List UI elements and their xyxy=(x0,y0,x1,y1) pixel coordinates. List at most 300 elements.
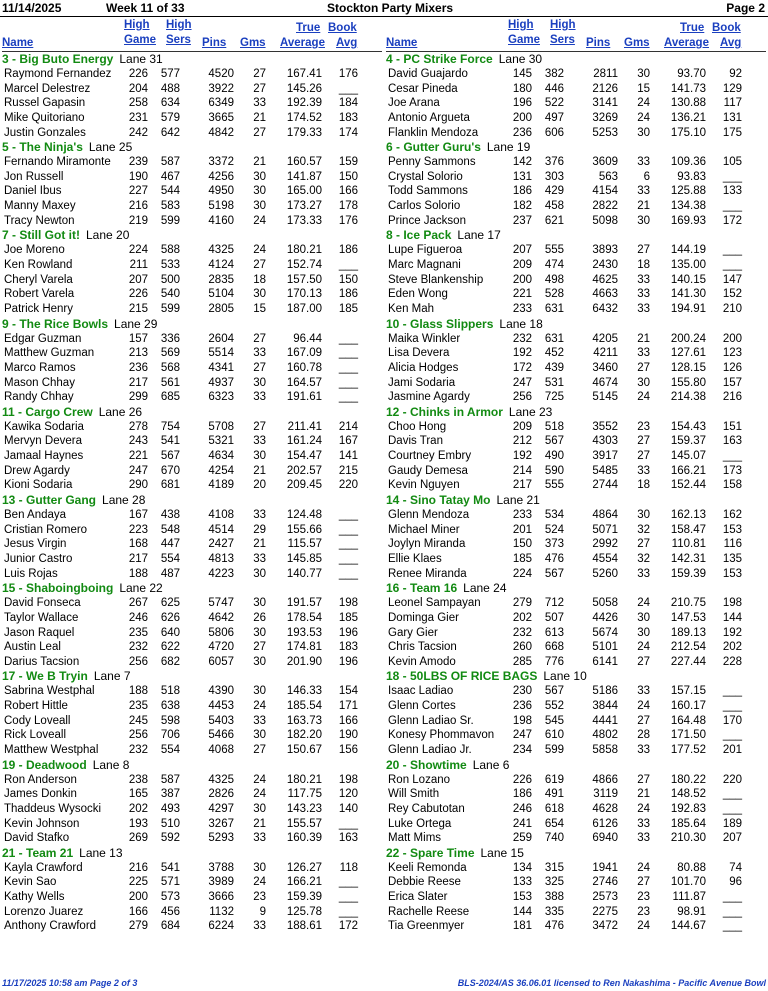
player-row xyxy=(386,420,766,435)
high-game: 153 xyxy=(512,891,532,904)
player-row xyxy=(2,552,382,567)
high-game: 200 xyxy=(512,273,532,286)
true-average: 140.77 xyxy=(286,567,322,580)
high-game: 235 xyxy=(128,626,148,639)
team-name: 22 - Spare Time xyxy=(386,845,475,860)
high-series: 577 xyxy=(160,68,180,80)
high-series: 682 xyxy=(160,655,180,668)
player-row xyxy=(2,523,382,538)
book-average: 147 xyxy=(722,273,742,286)
true-average: 209.45 xyxy=(286,479,322,492)
games-played: 24 xyxy=(637,861,650,874)
player-row xyxy=(386,508,766,523)
book-average: 228 xyxy=(722,655,742,668)
player-row xyxy=(386,831,766,846)
high-game: 233 xyxy=(512,509,532,522)
true-average: 161.24 xyxy=(286,435,322,448)
games-played: 21 xyxy=(637,788,650,801)
true-average: 214.38 xyxy=(670,391,706,404)
player-row xyxy=(2,170,382,185)
true-average: 189.13 xyxy=(670,626,706,639)
high-series: 447 xyxy=(160,538,180,551)
true-average: 128.15 xyxy=(670,361,706,374)
high-game: 256 xyxy=(128,655,148,668)
high-game: 165 xyxy=(128,788,148,801)
player-row xyxy=(386,287,766,302)
left-column xyxy=(2,18,382,934)
footer-license: BLS-2024/AS 36.06.01 licensed to Ren Nakashima - Pacific Avenue Bowl xyxy=(457,978,766,988)
player-row xyxy=(386,817,766,832)
total-pins: 563 xyxy=(598,170,618,183)
total-pins: 6940 xyxy=(592,832,618,845)
true-average: 93.83 xyxy=(677,170,706,183)
high-series: 373 xyxy=(544,538,564,551)
book-average: 172 xyxy=(722,214,742,227)
true-average: 117.75 xyxy=(287,788,322,801)
high-series: 522 xyxy=(544,97,564,110)
total-pins: 4256 xyxy=(208,170,234,183)
high-game: 204 xyxy=(128,82,148,95)
true-average: 169.93 xyxy=(670,214,706,227)
true-average: 125.88 xyxy=(670,185,706,198)
player-name: Glenn Ladiao Sr. xyxy=(388,714,474,727)
true-average: 135.00 xyxy=(670,259,706,272)
true-average: 145.07 xyxy=(670,450,706,463)
games-played: 32 xyxy=(637,552,650,565)
true-average: 163.73 xyxy=(286,714,322,727)
player-name: Mervyn Devera xyxy=(4,435,82,448)
high-game: 226 xyxy=(128,68,148,80)
total-pins: 4297 xyxy=(208,802,234,815)
total-pins: 5466 xyxy=(208,729,234,742)
total-pins: 2275 xyxy=(592,905,618,918)
high-game: 246 xyxy=(512,802,532,815)
high-series: 599 xyxy=(544,743,564,756)
true-average: 164.48 xyxy=(670,714,706,727)
book-average: 150 xyxy=(338,170,358,183)
book-average: 183 xyxy=(338,111,358,124)
total-pins: 4554 xyxy=(592,552,618,565)
player-row xyxy=(2,655,382,670)
high-series: 548 xyxy=(160,523,180,536)
high-game: 133 xyxy=(512,876,532,889)
col-pins-label: Pins xyxy=(586,37,611,49)
high-series: 583 xyxy=(160,200,180,213)
games-played: 33 xyxy=(253,509,266,522)
high-series: 533 xyxy=(160,259,180,272)
player-name: Courtney Embry xyxy=(388,450,472,463)
book-average: 163 xyxy=(338,832,358,845)
high-series: 438 xyxy=(160,509,180,522)
book-average: ___ xyxy=(722,700,742,713)
true-average: 160.78 xyxy=(286,361,322,374)
total-pins: 5806 xyxy=(208,626,234,639)
player-name: Dominga Gier xyxy=(388,611,459,624)
true-average: 159.39 xyxy=(670,567,706,580)
team-name: 17 - We B Tryin xyxy=(2,669,88,684)
player-name: Cristian Romero xyxy=(4,523,88,536)
high-game: 202 xyxy=(512,611,532,624)
high-game: 232 xyxy=(128,743,148,756)
total-pins: 4634 xyxy=(208,450,234,463)
high-game: 157 xyxy=(128,332,148,345)
games-played: 33 xyxy=(253,391,266,404)
team-name: 9 - The Rice Bowls xyxy=(2,316,109,331)
total-pins: 3788 xyxy=(208,861,234,874)
true-average: 179.33 xyxy=(286,126,322,139)
week-label: Week 11 of 33 xyxy=(106,1,185,15)
player-name: Prince Jackson xyxy=(388,214,466,227)
player-row xyxy=(2,640,382,655)
high-game: 142 xyxy=(512,156,532,169)
book-average: ___ xyxy=(722,244,742,257)
player-row xyxy=(386,861,766,876)
high-game: 188 xyxy=(128,685,148,698)
total-pins: 3460 xyxy=(592,361,618,374)
games-played: 30 xyxy=(253,861,266,874)
book-average: 144 xyxy=(722,611,742,624)
high-series: 599 xyxy=(160,302,180,315)
true-average: 192.39 xyxy=(286,97,322,110)
high-game: 190 xyxy=(128,170,148,183)
book-average: 175 xyxy=(722,126,742,139)
true-average: 130.88 xyxy=(670,97,706,110)
high-game: 134 xyxy=(512,861,532,874)
total-pins: 4154 xyxy=(592,185,618,198)
player-name: David Guajardo xyxy=(388,68,468,80)
book-average: 141 xyxy=(338,450,358,463)
team-lane: Lane 8 xyxy=(92,757,130,772)
total-pins: 4802 xyxy=(592,729,618,742)
player-name: Matthew Guzman xyxy=(4,347,95,360)
high-game: 214 xyxy=(512,464,532,477)
true-average: 211.41 xyxy=(287,420,322,433)
team-block xyxy=(2,581,382,669)
book-average: 118 xyxy=(339,861,358,874)
book-average: ___ xyxy=(722,802,742,815)
high-game: 232 xyxy=(512,626,532,639)
true-average: 140.15 xyxy=(670,273,706,286)
games-played: 33 xyxy=(637,464,650,477)
games-played: 24 xyxy=(637,97,650,110)
book-average: 198 xyxy=(338,597,358,610)
player-name: Chris Tacsion xyxy=(388,641,457,654)
high-series: 458 xyxy=(544,200,564,213)
total-pins: 5674 xyxy=(592,626,618,639)
team-block xyxy=(2,493,382,581)
player-row xyxy=(386,919,766,934)
team-title xyxy=(2,140,382,155)
games-played: 33 xyxy=(637,832,650,845)
total-pins: 3665 xyxy=(208,111,234,124)
high-series: 474 xyxy=(544,259,564,272)
team-title xyxy=(2,228,382,243)
book-average: 216 xyxy=(722,391,742,404)
player-row xyxy=(2,773,382,788)
player-row xyxy=(386,552,766,567)
high-series: 642 xyxy=(160,126,180,139)
player-row xyxy=(2,126,382,141)
games-played: 29 xyxy=(253,523,266,536)
true-average: 173.33 xyxy=(286,214,322,227)
player-name: Junior Castro xyxy=(4,552,73,565)
league-name: Stockton Party Mixers xyxy=(327,1,454,15)
player-name: Davis Tran xyxy=(388,435,443,448)
high-game: 172 xyxy=(512,361,532,374)
high-series: 518 xyxy=(160,685,180,698)
book-average: ___ xyxy=(338,891,358,904)
col-high-game-label-2: Game xyxy=(124,34,156,46)
col-gms-label: Gms xyxy=(240,37,266,49)
player-row xyxy=(2,464,382,479)
player-row xyxy=(2,361,382,376)
book-average: 186 xyxy=(338,288,358,301)
player-row xyxy=(386,714,766,729)
high-series: 561 xyxy=(160,376,180,389)
player-name: Glenn Mendoza xyxy=(388,509,470,522)
high-series: 588 xyxy=(160,244,180,257)
high-game: 193 xyxy=(128,817,148,830)
total-pins: 2430 xyxy=(592,259,618,272)
total-pins: 6057 xyxy=(208,655,234,668)
high-game: 258 xyxy=(128,97,148,110)
total-pins: 5186 xyxy=(592,685,618,698)
high-game: 217 xyxy=(128,552,148,565)
book-average: ___ xyxy=(722,450,742,463)
true-average: 202.57 xyxy=(286,464,322,477)
true-average: 98.91 xyxy=(677,905,706,918)
col-true-avg-label-1: True xyxy=(296,22,321,34)
player-name: Robert Varela xyxy=(4,288,75,301)
games-played: 27 xyxy=(637,244,650,257)
team-block xyxy=(386,669,766,757)
player-name: Kayla Crawford xyxy=(4,861,83,874)
book-average: 105 xyxy=(722,156,742,169)
games-played: 21 xyxy=(637,332,650,345)
high-series: 625 xyxy=(160,597,180,610)
high-game: 201 xyxy=(512,523,532,536)
book-average: 159 xyxy=(338,156,358,169)
player-name: Tia Greenmyer xyxy=(388,920,465,933)
games-played: 27 xyxy=(637,876,650,889)
true-average: 154.43 xyxy=(670,420,706,433)
true-average: 150.67 xyxy=(286,743,322,756)
player-name: James Donkin xyxy=(4,788,77,801)
games-played: 24 xyxy=(637,700,650,713)
team-block xyxy=(2,228,382,316)
book-average: 189 xyxy=(722,817,742,830)
player-name: Luke Ortega xyxy=(388,817,452,830)
player-row xyxy=(2,390,382,405)
player-name: Matt Mims xyxy=(388,832,442,845)
player-row xyxy=(386,464,766,479)
true-average: 192.83 xyxy=(670,802,706,815)
player-row xyxy=(386,170,766,185)
team-title xyxy=(386,846,766,861)
player-row xyxy=(386,214,766,229)
games-played: 18 xyxy=(637,259,650,272)
player-row xyxy=(2,273,382,288)
player-row xyxy=(386,82,766,97)
col-gms-label: Gms xyxy=(624,37,650,49)
true-average: 174.52 xyxy=(286,111,322,124)
high-game: 209 xyxy=(512,259,532,272)
true-average: 144.19 xyxy=(670,244,706,257)
games-played: 33 xyxy=(253,832,266,845)
page-header xyxy=(0,0,768,17)
high-game: 182 xyxy=(512,200,532,213)
games-played: 30 xyxy=(253,288,266,301)
team-title xyxy=(386,493,766,508)
book-average: 198 xyxy=(722,597,742,610)
book-average: 220 xyxy=(722,773,742,786)
book-average: 172 xyxy=(338,920,358,933)
col-true-avg-label-1: True xyxy=(680,22,705,34)
book-average: 117 xyxy=(723,97,742,110)
book-average: 202 xyxy=(722,641,742,654)
games-played: 33 xyxy=(637,567,650,580)
player-name: Jesus Virgin xyxy=(4,538,67,551)
true-average: 158.47 xyxy=(670,523,706,536)
player-name: Jasmine Agardy xyxy=(388,391,470,404)
player-name: Luis Rojas xyxy=(4,567,58,580)
book-average: 166 xyxy=(338,185,358,198)
high-series: 587 xyxy=(160,156,180,169)
player-row xyxy=(2,184,382,199)
team-lane: Lane 25 xyxy=(88,140,133,155)
games-played: 33 xyxy=(253,347,266,360)
total-pins: 3269 xyxy=(592,111,618,124)
book-average: ___ xyxy=(722,259,742,272)
team-title xyxy=(386,317,766,332)
high-game: 236 xyxy=(512,700,532,713)
games-played: 30 xyxy=(637,611,650,624)
total-pins: 2573 xyxy=(592,891,618,904)
high-series: 376 xyxy=(544,156,564,169)
true-average: 185.64 xyxy=(670,817,706,830)
true-average: 141.87 xyxy=(286,170,322,183)
player-row xyxy=(2,905,382,920)
book-average: 131 xyxy=(722,111,742,124)
book-average: ___ xyxy=(722,788,742,801)
player-row xyxy=(386,626,766,641)
high-game: 167 xyxy=(128,509,148,522)
book-average: 215 xyxy=(338,464,358,477)
games-played: 21 xyxy=(253,111,266,124)
player-name: Taylor Wallace xyxy=(4,611,79,624)
high-series: 555 xyxy=(544,244,564,257)
high-game: 279 xyxy=(512,597,532,610)
true-average: 146.33 xyxy=(286,685,322,698)
games-played: 27 xyxy=(637,435,650,448)
total-pins: 5071 xyxy=(592,523,618,536)
total-pins: 4124 xyxy=(208,259,234,272)
team-title xyxy=(386,669,766,684)
col-pins-label: Pins xyxy=(202,37,227,49)
true-average: 212.54 xyxy=(670,641,706,654)
total-pins: 4625 xyxy=(592,273,618,286)
team-lane: Lane 22 xyxy=(119,581,163,596)
true-average: 155.66 xyxy=(286,523,322,536)
high-series: 638 xyxy=(160,700,180,713)
high-series: 497 xyxy=(544,111,564,124)
games-played: 21 xyxy=(253,156,266,169)
games-played: 27 xyxy=(637,714,650,727)
games-played: 33 xyxy=(637,817,650,830)
high-series: 606 xyxy=(544,126,564,139)
total-pins: 2746 xyxy=(592,876,618,889)
high-game: 192 xyxy=(512,450,532,463)
player-name: Rey Cabutotan xyxy=(388,802,465,815)
games-played: 24 xyxy=(637,391,650,404)
games-played: 27 xyxy=(253,126,266,139)
total-pins: 2126 xyxy=(592,82,618,95)
high-game: 150 xyxy=(512,538,532,551)
player-row xyxy=(386,875,766,890)
book-average: 140 xyxy=(338,802,358,815)
total-pins: 1132 xyxy=(209,905,234,918)
games-played: 33 xyxy=(253,97,266,110)
true-average: 159.39 xyxy=(286,891,322,904)
book-average: 184 xyxy=(338,97,358,110)
total-pins: 4325 xyxy=(208,773,234,786)
high-game: 202 xyxy=(128,802,148,815)
col-name-label: Name xyxy=(2,37,34,49)
total-pins: 5485 xyxy=(592,464,618,477)
high-game: 219 xyxy=(128,214,148,227)
high-game: 236 xyxy=(512,126,532,139)
true-average: 166.21 xyxy=(670,464,706,477)
player-name: Kevin Sao xyxy=(4,876,57,889)
team-title xyxy=(2,405,382,420)
book-average: 166 xyxy=(338,714,358,727)
team-title xyxy=(386,140,766,155)
team-lane: Lane 6 xyxy=(472,757,510,772)
book-average: 201 xyxy=(722,743,742,756)
player-row xyxy=(2,508,382,523)
games-played: 24 xyxy=(637,111,650,124)
player-name: Robert Hittle xyxy=(4,700,68,713)
player-row xyxy=(2,787,382,802)
games-played: 27 xyxy=(637,361,650,374)
book-average: 176 xyxy=(338,68,358,80)
true-average: 201.90 xyxy=(286,655,322,668)
total-pins: 4390 xyxy=(208,685,234,698)
games-played: 33 xyxy=(637,685,650,698)
player-name: Ron Anderson xyxy=(4,773,77,786)
games-played: 30 xyxy=(637,509,650,522)
team-block xyxy=(2,758,382,846)
team-block xyxy=(386,317,766,405)
high-series: 599 xyxy=(160,214,180,227)
high-game: 188 xyxy=(128,567,148,580)
player-name: Antonio Argueta xyxy=(388,111,470,124)
true-average: 191.61 xyxy=(286,391,322,404)
true-average: 142.31 xyxy=(670,552,706,565)
true-average: 127.61 xyxy=(670,347,706,360)
games-played: 18 xyxy=(253,273,266,286)
team-name: 5 - The Ninja's xyxy=(2,140,83,155)
high-series: 524 xyxy=(544,523,564,536)
high-game: 236 xyxy=(128,361,148,374)
high-series: 685 xyxy=(160,391,180,404)
player-row xyxy=(386,449,766,464)
high-series: 510 xyxy=(160,817,180,830)
high-series: 640 xyxy=(160,626,180,639)
player-name: Penny Sammons xyxy=(388,156,476,169)
player-name: Kathy Wells xyxy=(4,891,65,904)
team-title xyxy=(2,52,382,67)
